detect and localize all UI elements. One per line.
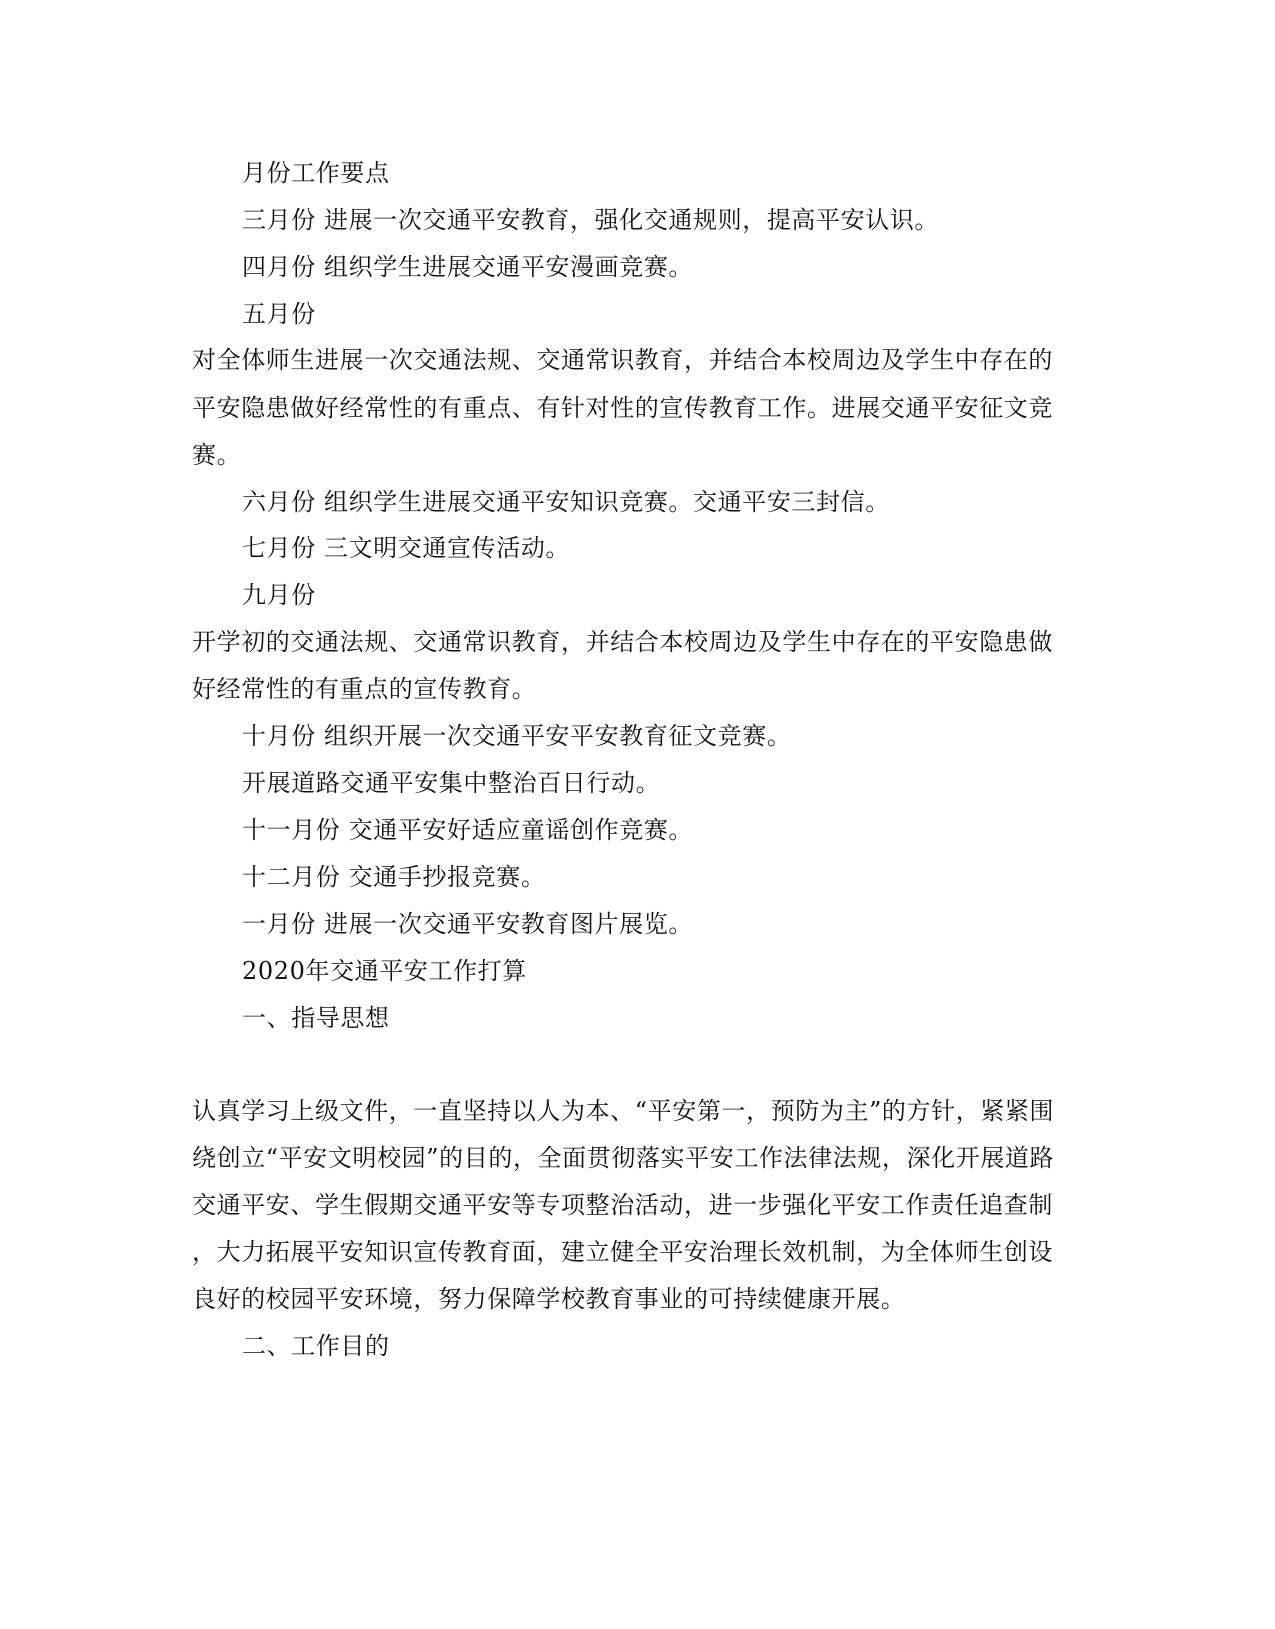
paragraph-october: 十月份 组织开展一次交通平安平安教育征文竞赛。 xyxy=(242,722,792,750)
paragraph-june: 六月份 组织学生进展交通平安知识竞赛。交通平安三封信。 xyxy=(242,488,890,516)
paragraph-september-line-2: 好经常性的有重点的宣传教育。 xyxy=(192,675,537,703)
paragraph-october-extra: 开展道路交通平安集中整治百日行动。 xyxy=(242,769,661,797)
paragraph-september-line-1: 开学初的交通法规、交通常识教育，并结合本校周边及学生中存在的平安隐患做 xyxy=(192,628,1053,656)
paragraph-may-line-2: 平安隐患做好经常性的有重点、有针对性的宣传教育工作。进展交通平安征文竞 xyxy=(192,394,1053,422)
section-heading-monthly-points: 月份工作要点 xyxy=(242,159,390,187)
paragraph-may-line-3: 赛。 xyxy=(192,441,242,469)
paragraph-guiding-line-5: 良好的校园平安环境，努力保障学校教育事业的可持续健康开展。 xyxy=(192,1285,906,1313)
paragraph-guiding-line-4: ，大力拓展平安知识宣传教育面，建立健全平安治理长效机制，为全体师生创设 xyxy=(192,1238,1053,1266)
section-heading-work-goals: 二、工作目的 xyxy=(242,1332,390,1360)
paragraph-july: 七月份 三文明交通宣传活动。 xyxy=(242,534,571,562)
paragraph-march: 三月份 进展一次交通平安教育，强化交通规则，提高平安认识。 xyxy=(242,206,940,234)
paragraph-september-label: 九月份 xyxy=(242,581,316,609)
paragraph-guiding-line-2: 绕创立“平安文明校园”的目的，全面贯彻落实平安工作法律法规，深化开展道路 xyxy=(192,1144,1055,1172)
paragraph-guiding-line-1: 认真学习上级文件，一直坚持以人为本、“平安第一，预防为主”的方针，紧紧围 xyxy=(192,1097,1055,1125)
paragraph-may-line-1: 对全体师生进展一次交通法规、交通常识教育，并结合本校周边及学生中存在的 xyxy=(192,346,1053,374)
paragraph-november: 十一月份 交通平安好适应童谣创作竞赛。 xyxy=(242,816,694,844)
document-subtitle-2020-plan: 2020年交通平安工作打算 xyxy=(242,957,527,985)
section-heading-guiding-thought: 一、指导思想 xyxy=(242,1004,390,1032)
paragraph-may-label: 五月份 xyxy=(242,300,316,328)
paragraph-january: 一月份 进展一次交通平安教育图片展览。 xyxy=(242,910,694,938)
paragraph-guiding-line-3: 交通平安、学生假期交通平安等专项整治活动，进一步强化平安工作责任追查制 xyxy=(192,1191,1053,1219)
paragraph-april: 四月份 组织学生进展交通平安漫画竞赛。 xyxy=(242,253,694,281)
paragraph-december: 十二月份 交通手抄报竞赛。 xyxy=(242,863,546,891)
